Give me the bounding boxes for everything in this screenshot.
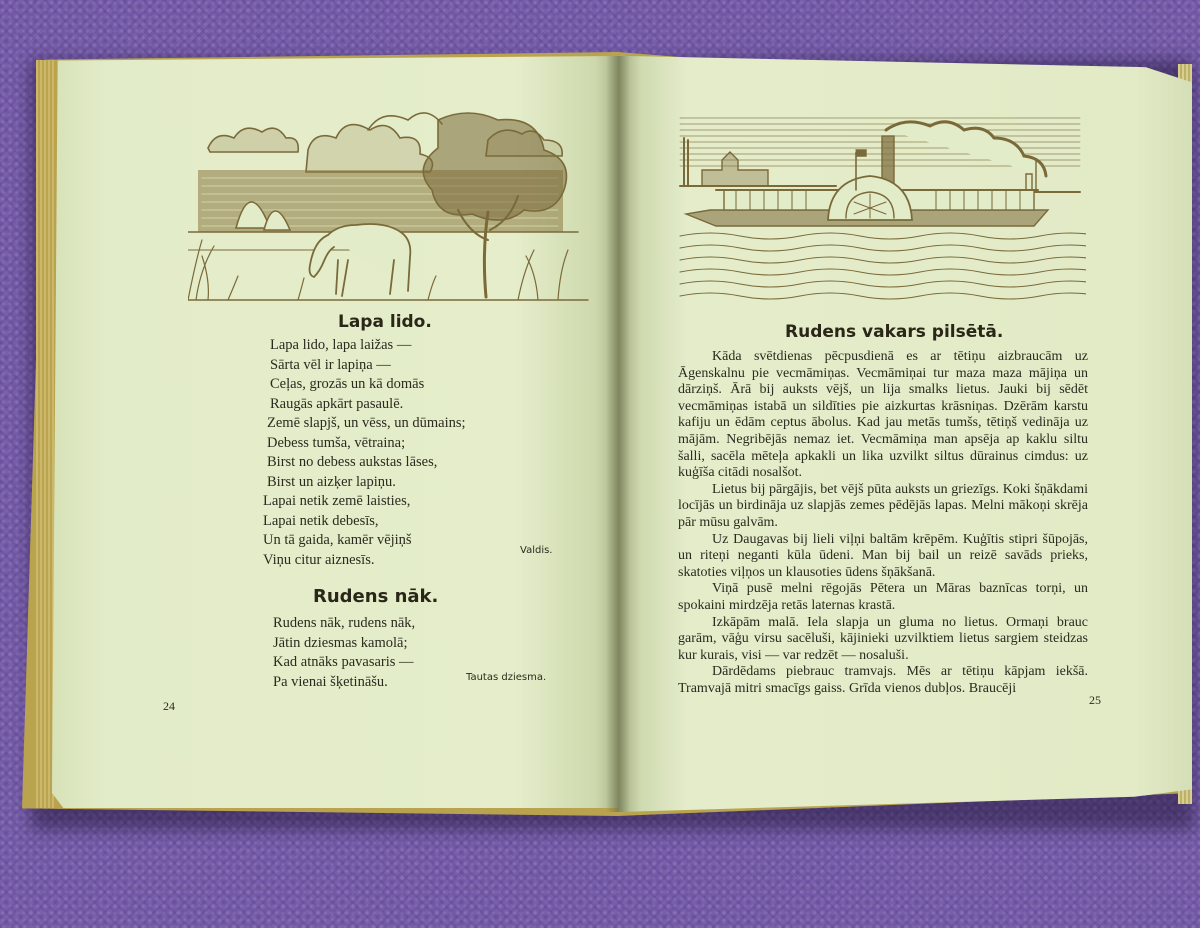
poem-line: Raugās apkārt pasaulē. (270, 395, 404, 412)
poem-stanza-3 (263, 492, 412, 570)
paragraph: Uz Daugavas bij lieli viļņi baltām krēpēm. Kuģītis stipri šūpojās, un riteņi neganti kūla ūdeni. Man bij bail un reizē savāds prieks, skatoties viļņos un klausoties ūdens šņākšanā. (678, 531, 1088, 580)
paragraph: Kāda svētdienas pēcpusdienā es ar tētiņu aizbraucām uz Āgenskalnu pie vecmāmiņas. Vecmāmiņai tur maza maza mājiņa un dārziņš. Ārā bij auksts vējš, un lija smalks lietus. Jauki bij sēdēt vecmāmiņas istabā un sildīties pie aizkurtas krāsniņas. Dzērām karstu kafiju un ēdām ceptus ābolus. Kad jau metās tumšs, tētiņš vedināja uz mājām. Negribējās nemaz iet. Vecmāmiņa man apsēja ap kaklu siltu šalli, sacēla mēteļa apkakli un lika uzvilkt siltus dūrainus cimdus: uz kuģīša citādi nosalšot. (678, 349, 1088, 481)
paragraph: Dārdēdams piebrauc tramvajs. Mēs ar tētiņu kāpjam iekšā. Tramvajā mitri smacīgs gaiss. Grīda vienos dubļos. Braucēji (678, 664, 1088, 696)
poem-line: Lapai netik zemē laisties, (263, 493, 411, 509)
page-edges-left (36, 60, 54, 808)
poem-stanza-1 (270, 336, 424, 414)
paddle-steamer-illustration (676, 110, 1086, 302)
poem-line: Un tā gaida, kamēr vējiņš (263, 532, 412, 548)
page-number-right: 25 (1089, 693, 1101, 707)
poem-rudens-nak-lines (273, 614, 415, 692)
poem-line: Sārta vēl ir lapiņa — (270, 356, 391, 373)
story-body (678, 349, 1088, 697)
poem-author-tautas-dziesma: Tautas dziesma. (466, 672, 547, 683)
poem-line: Lapai netik debesīs, (263, 512, 379, 529)
paragraph: Lietus bij pārgājis, bet vējš pūta auksts un griezīgs. Koki šņākdami locījās un birdināja uz slapjās zemes pēdējās lapas. Melni mākoņi skrēja pār mūsu galvām. (678, 481, 1088, 530)
poem-line: Birst un aizķer lapiņu. (267, 473, 396, 490)
landscape-horse-illustration (188, 100, 598, 305)
poem-title-rudens-nak: Rudens nāk. (313, 586, 439, 607)
paragraph: Viņā pusē melni rēgojās Pētera un Māras baznīcas torņi, un spokaini mirdzēja retās laternas krastā. (678, 581, 1088, 613)
poem-line: Jātin dziesmas kamolā; (273, 634, 408, 651)
poem-line: Rudens nāk, rudens nāk, (273, 615, 416, 631)
poem-line: Birst no debess aukstas lāses, (267, 454, 438, 470)
story-title: Rudens vakars pilsētā. (785, 322, 1004, 342)
poem-line: Lapa lido, lapa laižas — (270, 337, 412, 353)
poem-stanza-2 (267, 414, 466, 492)
poem-line: Debess tumša, vētraina; (267, 434, 406, 451)
book-gutter (606, 56, 630, 812)
poem-line: Pa vienai šķetināšu. (273, 673, 388, 690)
poem-line: Viņu citur aiznesīs. (263, 551, 375, 568)
paragraph: Izkāpām malā. Iela slapja un gluma no lietus. Ormaņi brauc garām, vāģu virsu sacēluši, kājinieki uzvilktiem lietus sargiem steidzas kur kurais, visi — var redzēt — nosaluši. (678, 614, 1088, 663)
poem-author-valdis: Valdis. (520, 545, 553, 556)
poem-title-lapa-lido: Lapa lido. (338, 312, 432, 332)
page-number-left: 24 (163, 699, 175, 713)
poem-line: Zemē slapjš, un vēss, un dūmains; (267, 415, 466, 431)
poem-line: Ceļas, grozās un kā domās (270, 376, 425, 392)
poem-line: Kad atnāks pavasaris — (273, 654, 414, 670)
